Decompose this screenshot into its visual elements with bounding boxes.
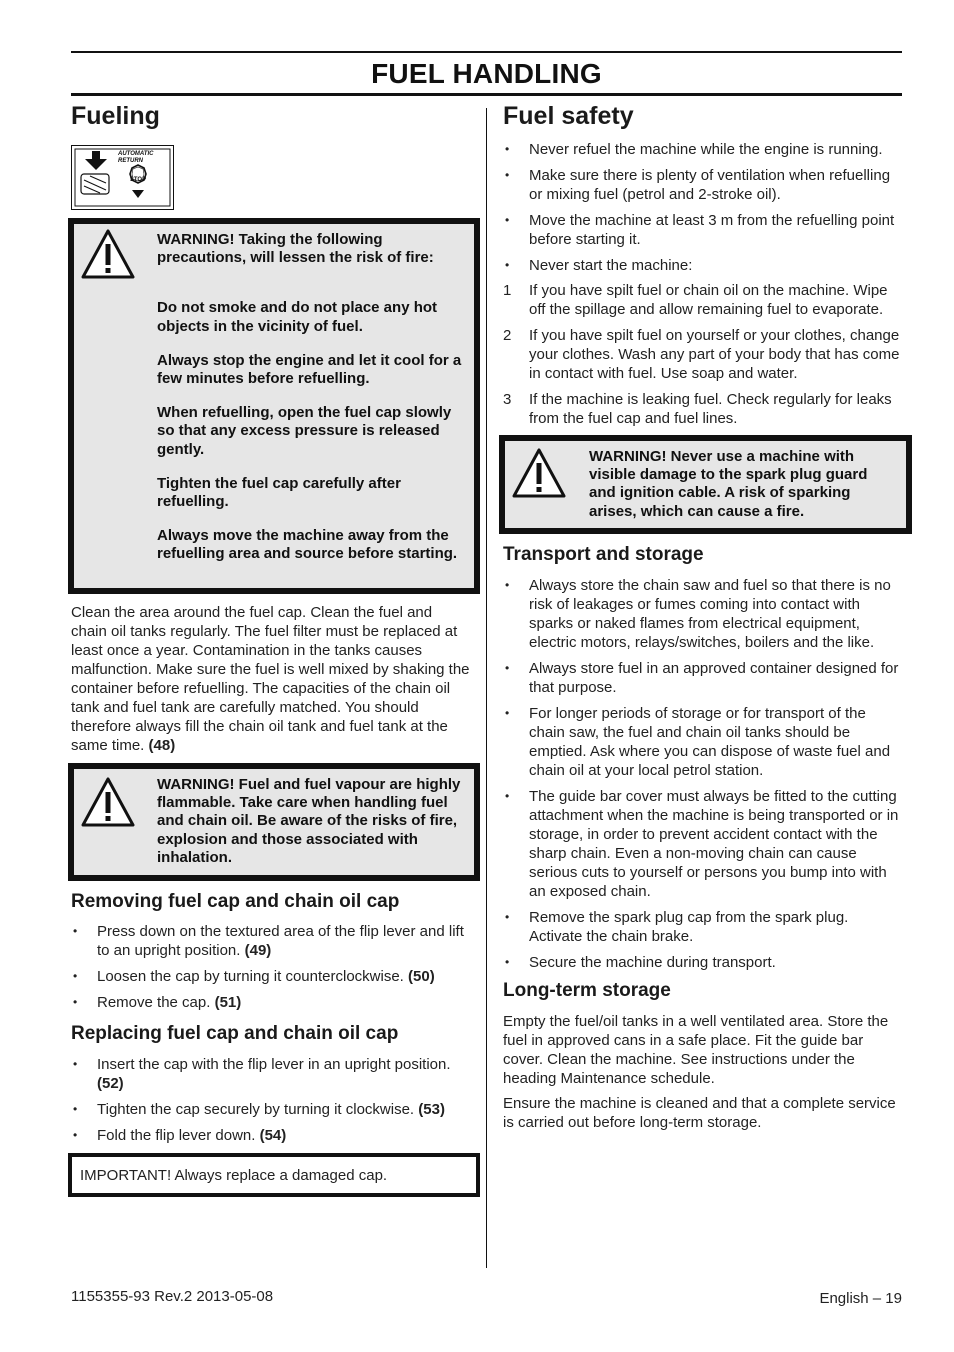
list-item: • Always store the chain saw and fuel so that there is no risk of leakages or fumes coming into contact with sparks or naked flames from electrical equipment, electric motors, relays/switches, boilers and the like. (503, 576, 905, 652)
figure-ref: (54) (259, 1127, 287, 1144)
transport-bullets (503, 576, 905, 972)
list-item: • Always store fuel in an approved container designed for that purpose. (503, 659, 905, 697)
numbered-item: 3 If the machine is leaking fuel. Check regularly for leaks from the fuel cap and fuel lines. (503, 391, 892, 427)
fueling-paragraph: Clean the area around the fuel cap. Clean the fuel and chain oil tanks regularly. The fuel filter must be replaced at least once a year. Contamination in the tanks causes malfunction. Make sure the fuel is well mixed by shaking the container before refuelling. The capacities of the chain oil tank and fuel tank are carefully matched. You should therefore always fill the chain oil tank and fuel tank at the same time. (48) (71, 604, 470, 754)
list-item: • Tighten the cap securely by turning it clockwise. (53) (71, 1100, 471, 1119)
title-underline (71, 93, 902, 96)
warning-triangle-icon (80, 228, 136, 280)
figure-ref: (50) (408, 968, 435, 985)
fuel-safety-heading: Fuel safety (503, 102, 634, 130)
warning-text-flammable: WARNING! Fuel and fuel vapour are highly flammable. Take care when handling fuel and chain oil. Be aware of the risks of fire, explosion and those associated with inhalation. (157, 776, 461, 866)
warning-text-spark-plug: WARNING! Never use a machine with visible damage to the spark plug guard and ignition cable. A risk of sparking arises, which can cause a fire. (589, 448, 868, 520)
warning-intro: WARNING! Taking the following precautions, will lessen the risk of fire: (157, 231, 434, 267)
longterm-heading: Long-term storage (503, 980, 671, 1001)
longterm-paragraph: Empty the fuel/oil tanks in a well ventilated area. Store the fuel in approved cans in a safe place. Fit the guide bar cover. Clean the machine. See instructions under the heading Maintenance schedule. (503, 1013, 889, 1087)
removing-heading: Removing fuel cap and chain oil cap (71, 891, 400, 912)
list-item: • The guide bar cover must always be fitted to the cutting attachment when the machine is being transported or in storage, in order to prevent accident contact with the sharp chain. Even a non-moving chain can cause serious cuts to yourself or persons you bump into with an exposed chain. (503, 787, 905, 901)
automatic-return-stop-symbol (71, 145, 174, 210)
longterm-paragraph: Ensure the machine is cleaned and that a complete service is carried out before long-term storage. (503, 1095, 896, 1131)
figure-ref: (51) (214, 994, 242, 1011)
list-item: • Press down on the textured area of the flip lever and lift to an upright position. (49) (71, 922, 471, 960)
list-item: • Remove the cap. (51) (71, 993, 471, 1012)
warning-text-fire (157, 231, 469, 564)
removing-list (71, 922, 471, 1012)
top-rule (71, 51, 902, 53)
warning-item: Tighten the fuel cap carefully after refuelling. (157, 474, 401, 511)
figure-ref: (52) (97, 1075, 124, 1092)
page-title: FUEL HANDLING (371, 58, 602, 89)
column-divider (486, 108, 487, 1268)
figure-ref: (49) (244, 942, 272, 959)
list-item: • Fold the flip lever down. (54) (71, 1126, 471, 1145)
warning-item: When refuelling, open the fuel cap slowly so that any excess pressure is released gently. (157, 404, 452, 458)
list-item: • For longer periods of storage or for transport of the chain saw, the fuel and chain oil tanks should be emptied. Ask where you can dispose of waste fuel and chain oil at your local petrol station. (503, 704, 905, 780)
figure-ref: (48) (148, 737, 176, 754)
automatic-return-label: AUTOMATIC RETURN (118, 151, 154, 164)
transport-heading: Transport and storage (503, 544, 704, 565)
list-item: • Remove the spark plug cap from the spark plug. Activate the chain brake. (503, 908, 905, 946)
document-number: 1155355-93 Rev.2 2013-05-08 (71, 1288, 274, 1305)
important-notice: IMPORTANT! Always replace a damaged cap. (68, 1153, 480, 1197)
fueling-heading: Fueling (71, 102, 160, 130)
list-item: • Never start the machine: (503, 256, 905, 275)
warning-item: Always move the machine away from the refuelling area and source before starting. (157, 527, 458, 563)
list-item: • Insert the cap with the flip lever in an upright position. (52) (71, 1055, 471, 1093)
replacing-list (71, 1055, 471, 1145)
warning-triangle-icon (511, 447, 567, 499)
replacing-heading: Replacing fuel cap and chain oil cap (71, 1023, 399, 1044)
list-item: • Move the machine at least 3 m from the refuelling point before starting it. (503, 211, 905, 249)
fuel-safety-bullets (503, 140, 905, 275)
numbered-item: 1 If you have spilt fuel or chain oil on the machine. Wipe off the spillage and allow remaining fuel to evaporate. (503, 282, 888, 318)
figure-ref: (53) (418, 1101, 445, 1118)
list-item: • Loosen the cap by turning it counterclockwise. (50) (71, 967, 471, 986)
warning-item: Do not smoke and do not place any hot objects in the vicinity of fuel. (157, 299, 438, 335)
list-item: • Secure the machine during transport. (503, 953, 905, 972)
stop-label: STOP (129, 177, 147, 183)
warning-triangle-icon (80, 776, 136, 828)
page-number: English – 19 (819, 1290, 902, 1307)
warning-item: Always stop the engine and let it cool for a few minutes before refuelling. (157, 351, 462, 388)
numbered-item: 2 If you have spilt fuel on yourself or your clothes, change your clothes. Wash any part of your body that has come in contact with fuel. Use soap and water. (503, 327, 900, 382)
fuel-safety-numbered (503, 281, 905, 428)
list-item: • Never refuel the machine while the engine is running. (503, 140, 905, 159)
list-item: • Make sure there is plenty of ventilation when refuelling or mixing fuel (petrol and 2-stroke oil). (503, 166, 905, 204)
